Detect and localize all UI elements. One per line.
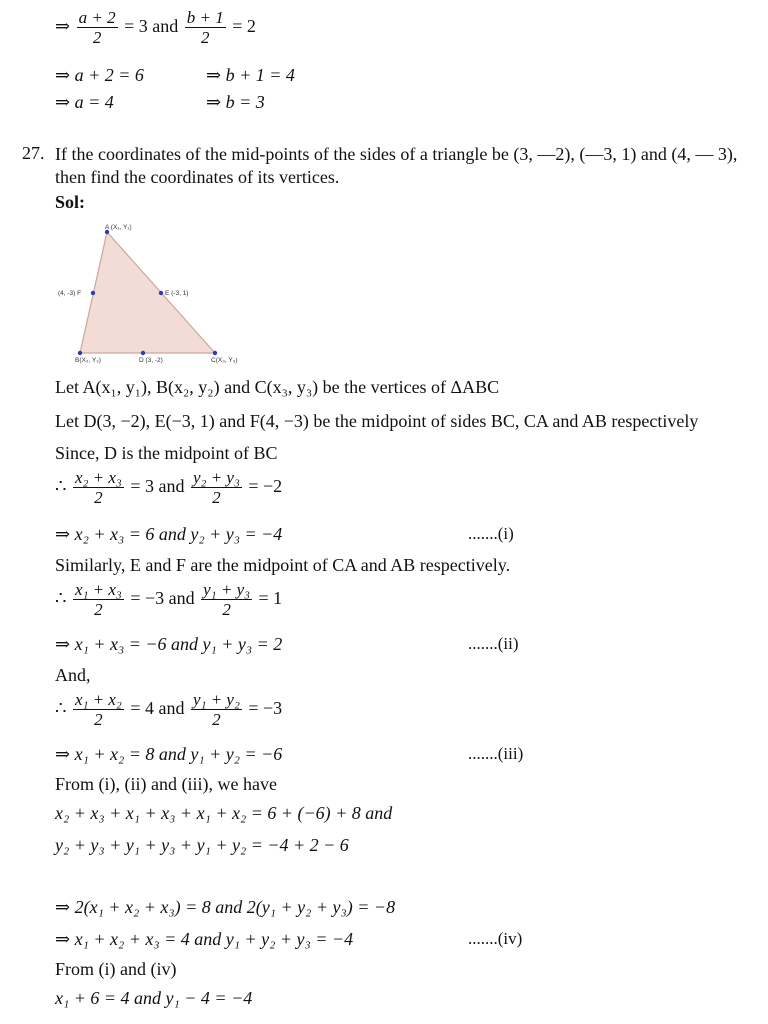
from-i-ii-iii: From (i), (ii) and (iii), we have	[55, 774, 277, 794]
tag-iv: .......(iv)	[468, 929, 523, 948]
top-eq-line1: ⇒ $\frac{a + 2}{2}$ = 3 and $\frac{b + 1}{2}$ = 2	[55, 8, 256, 47]
implies-arrow: ⇒	[55, 16, 71, 37]
final-line: x₁ + 6 = 4 and y₁ − 4 = −4	[55, 988, 253, 1008]
and-line: And,	[55, 665, 91, 685]
label-d: D (3, -2)	[139, 357, 163, 364]
eq1-fraction-line: ∴ $\frac{\text{x₂ + x₃}}{2}$ = 3 and $\frac{\text{y₂ + y₃}}{2}$ = −2	[55, 468, 283, 507]
twice-sum-line: ⇒ 2(x₁ + x₂ + x₃) = 8 and 2(y₁ + y₂ + y₃) = −8	[55, 897, 396, 917]
label-b: B(X₂, Y₂)	[75, 357, 101, 364]
label-f: (4, -3) F	[58, 290, 82, 297]
question-text: If the coordinates of the mid-points of the sides of a triangle be (3, —2), (—3, 1) and (4, — 3), then find the coordinates of its vertices.	[55, 144, 738, 187]
tag-ii: .......(ii)	[468, 634, 519, 653]
eq1-result: ⇒ x₂ + x₃ = 6 and y₂ + y₃ = −4	[55, 524, 283, 544]
fraction-x2x3: $\frac{\text{x₂ + x₃}}{2}$	[74, 468, 122, 507]
point-d	[141, 351, 145, 355]
triangle-figure	[55, 215, 255, 365]
fraction-a: $\frac{a + 2}{2}$	[78, 8, 116, 47]
label-a: A (X₁, Y₁)	[105, 224, 132, 231]
point-c	[213, 351, 217, 355]
let-vertices: Let A(x₁, y₁), B(x₂, y₂) and C(x₃, y₃) be the vertices of ΔABC	[55, 377, 500, 397]
point-b	[78, 351, 82, 355]
label-e: E (-3, 1)	[165, 290, 189, 297]
sum-y-line: y₂ + y₃ + y₁ + y₃ + y₁ + y₂ = −4 + 2 − 6	[55, 835, 349, 855]
tag-i: .......(i)	[468, 524, 514, 543]
eq2-result: ⇒ x₁ + x₃ = −6 and y₁ + y₃ = 2	[55, 634, 283, 654]
sum-result-line: ⇒ x₁ + x₂ + x₃ = 4 and y₁ + y₂ + y₃ = −4	[55, 929, 354, 949]
eq2-fraction-line: ∴ $\frac{\text{x₁ + x₃}}{2}$ = −3 and $\frac{\text{y₁ + y₃}}{2}$ = 1	[55, 580, 283, 619]
similarly-line: Similarly, E and F are the midpoint of CA and AB respectively.	[55, 555, 511, 575]
solution-label: Sol:	[55, 192, 86, 212]
label-c: C(X₃, Y₃)	[211, 357, 238, 364]
fraction-y1y2: $\frac{\text{y₁ + y₂}}{2}$	[192, 690, 240, 729]
top-eq-line3: ⇒ a = 4 ⇒ b = 3	[55, 92, 265, 112]
point-f	[91, 291, 95, 295]
fraction-y1y3: $\frac{\text{y₁ + y₃}}{2}$	[203, 580, 251, 619]
tag-iii: .......(iii)	[468, 744, 524, 763]
fraction-b: $\frac{b + 1}{2}$	[186, 8, 224, 47]
fraction-x1x3: $\frac{\text{x₁ + x₃}}{2}$	[74, 580, 122, 619]
let-midpoints: Let D(3, −2), E(−3, 1) and F(4, −3) be the midpoint of sides BC, CA and AB respectively	[55, 411, 699, 431]
eq3-result: ⇒ x₁ + x₂ = 8 and y₁ + y₂ = −6	[55, 744, 283, 764]
since-line: Since, D is the midpoint of BC	[55, 443, 278, 463]
question-number: 27.	[22, 143, 45, 163]
sum-x-line: x₂ + x₃ + x₁ + x₃ + x₁ + x₂ = 6 + (−6) + 8 and	[55, 803, 393, 823]
top-eq-line2: ⇒ a + 2 = 6 ⇒ b + 1 = 4	[55, 65, 295, 85]
triangle-abc	[80, 232, 215, 353]
fraction-y2y3: $\frac{\text{y₂ + y₃}}{2}$	[192, 468, 240, 507]
eq3-fraction-line: ∴ $\frac{\text{x₁ + x₂}}{2}$ = 4 and $\frac{\text{y₁ + y₂}}{2}$ = −3	[55, 690, 283, 729]
fraction-x1x2: $\frac{\text{x₁ + x₂}}{2}$	[74, 690, 122, 729]
point-e	[159, 291, 163, 295]
from-i-iv: From (i) and (iv)	[55, 959, 177, 979]
